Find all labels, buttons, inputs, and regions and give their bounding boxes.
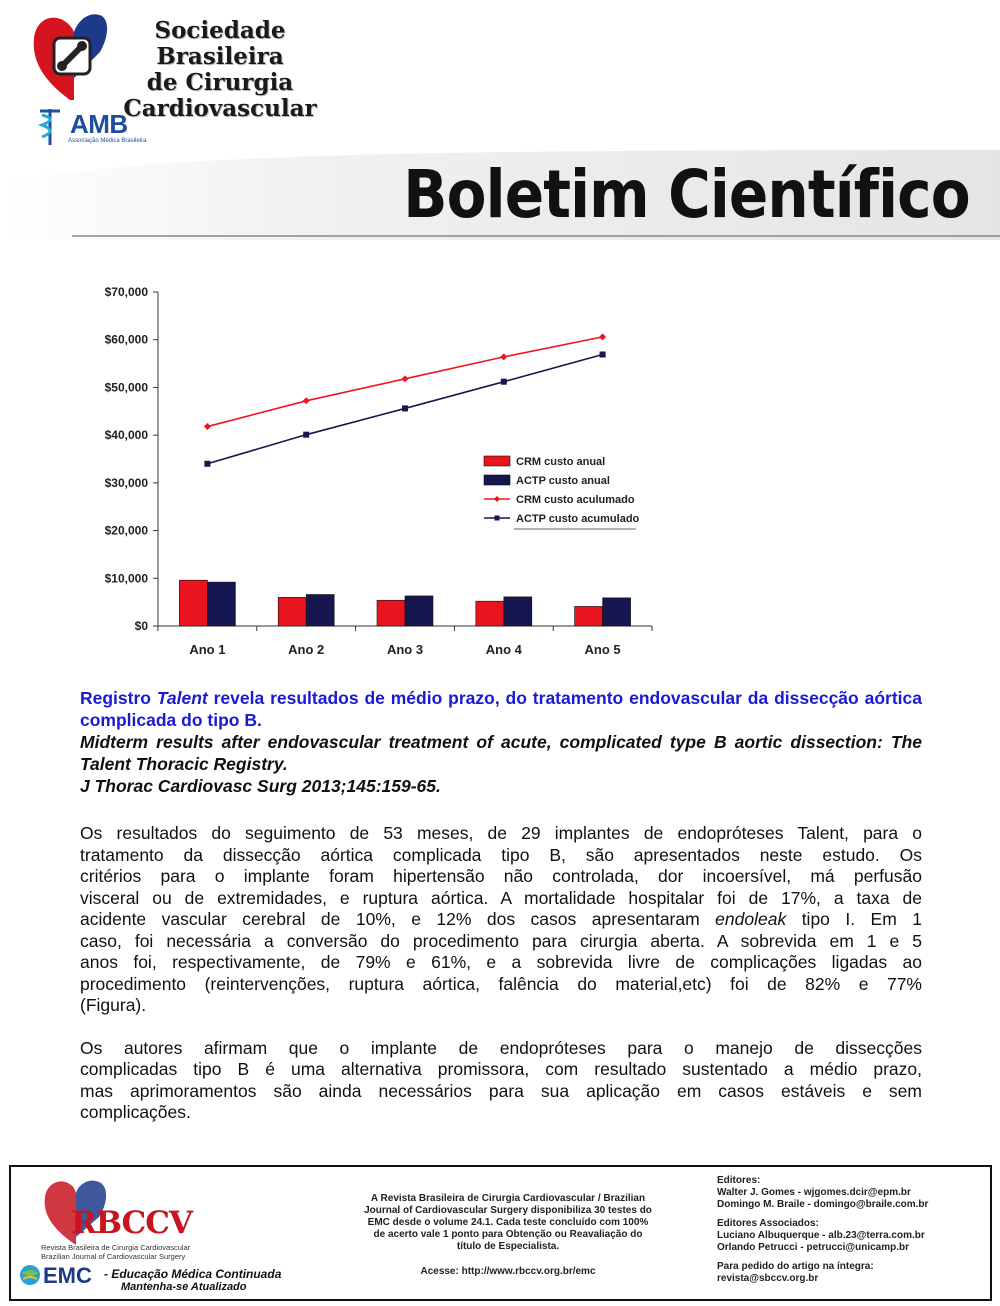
y-tick-label: $40,000 (104, 428, 148, 443)
data-point (402, 375, 409, 382)
title-pt-talent: Talent (156, 688, 208, 708)
x-tick-label: Ano 2 (288, 642, 325, 657)
emc-tagline: - Educação Médica Continuada (104, 1267, 282, 1281)
p1-line-2: tratamento da dissecção aórtica complicada tipo B, são apresentados neste estudo. Os (80, 844, 922, 865)
p1-line-9: (Figura). (80, 995, 147, 1015)
article-reference: J Thorac Cardiovasc Surg 2013;145:159-65. (80, 776, 441, 796)
p1-line-3: critérios para o implante foram hipertensão não controlada, dor incoersível, má perfusão (80, 866, 922, 886)
bar (405, 596, 433, 626)
legend-swatch (484, 456, 510, 466)
page-footer (9, 1165, 992, 1301)
emc-desc-line-1: A Revista Brasileira de Cirurgia Cardiovascular / Brazilian (370, 1193, 646, 1204)
p1-line-7: anos foi, respectivamente, de 79% e 61%, e a sobrevida livre de complicações ligadas ao (80, 952, 922, 972)
amb-subtitle: Associação Médica Brasileira (68, 138, 147, 144)
data-point (204, 423, 211, 430)
society-name-line1: Sociedade Brasileira (154, 17, 286, 70)
associate-editor-2[interactable]: Orlando Petrucci - petrucci@unicamp.br (717, 1242, 910, 1253)
emc-desc-line-2: Journal of Cardiovascular Surgery disponibiliza 30 testes do (364, 1205, 652, 1216)
data-point (303, 432, 309, 438)
legend-marker (495, 516, 500, 521)
associate-editor-1[interactable]: Luciano Albuquerque - alb.23@terra.com.br (717, 1230, 925, 1241)
associate-editors-heading: Editores Associados: (717, 1218, 819, 1229)
legend-swatch (484, 475, 510, 485)
emc-access-link[interactable]: Acesse: http://www.rbccv.org.br/emc (420, 1266, 596, 1277)
article-title-en: Midterm results after endovascular treatment of acute, complicated type B aortic dissection: The Talent Thoracic Registry. (80, 732, 922, 774)
bar (179, 580, 207, 626)
bar (575, 606, 603, 626)
p1-line-5 (80, 909, 922, 931)
p1-line-4: visceral ou de extremidades, e ruptura aórtica. A mortalidade hospitalar foi de 17%, a taxa de (80, 887, 922, 908)
legend-marker (494, 496, 500, 502)
p2-line-3: mas aprimoramentos são ainda necessários para sua aplicação em casos estáveis e sem (80, 1080, 922, 1101)
bar (603, 598, 631, 626)
data-point (402, 405, 408, 411)
editor-2[interactable]: Domingo M. Braile - domingo@braile.com.br (717, 1199, 929, 1210)
rbccv-subtitle-pt: Revista Brasileira de Cirurgia Cardiovascular (41, 1243, 191, 1252)
emc-desc-line-3: EMC desde o volume 24.1. Cada teste concluído com 100% (367, 1217, 649, 1228)
bar (278, 597, 306, 626)
editors-block (717, 1175, 987, 1285)
amb-logo-text: AMB (70, 109, 128, 139)
data-point (204, 461, 210, 467)
emc-description (349, 1193, 667, 1253)
bar (306, 595, 334, 626)
data-point (501, 379, 507, 385)
legend-label: CRM custo anual (516, 456, 606, 468)
bar (504, 597, 532, 626)
data-point (599, 333, 606, 340)
bulletin-title: Boletim Científico (403, 156, 970, 233)
title-pt-start: Registro (80, 688, 157, 708)
y-tick-label: $10,000 (104, 571, 148, 586)
emc-logo-text: EMC (43, 1263, 92, 1288)
society-name-line3: Cardiovascular (123, 95, 317, 122)
p1-line-8: procedimento (reintervenções, ruptura aórtica, falência do material,etc) foi de 82% e 77% (80, 973, 922, 994)
x-tick-label: Ano 5 (584, 642, 621, 657)
page-header (0, 0, 1000, 250)
article-title-pt (80, 687, 922, 731)
emc-tagline-2: Mantenha-se Atualizado (121, 1281, 247, 1293)
editors-heading: Editores: (717, 1175, 761, 1186)
cost-chart (80, 275, 680, 670)
legend-label: ACTP custo acumulado (516, 513, 640, 525)
legend-label: CRM custo aculumado (516, 494, 635, 506)
p2-line-4: complicações. (80, 1102, 191, 1122)
p1-line-1: Os resultados do seguimento de 53 meses, de 29 implantes de endopróteses Talent, para o (80, 823, 922, 843)
article-request-email[interactable]: revista@sbccv.org.br (717, 1273, 819, 1284)
title-pt-end: revela resultados de médio prazo, do tratamento endovascular da dissecção aórtica complicada do tipo B. (80, 688, 922, 730)
x-tick-label: Ano 4 (485, 642, 522, 657)
emc-desc-line-5: título de Especialista. (456, 1241, 560, 1252)
rbccv-subtitle-en: Brazilian Journal of Cardiovascular Surgery (41, 1252, 186, 1261)
y-tick-label: $20,000 (104, 523, 148, 538)
y-tick-label: $30,000 (104, 475, 148, 490)
bar (377, 600, 405, 626)
p1-line-5-end: tipo I. Em 1 (801, 909, 922, 929)
y-tick-label: $70,000 (104, 285, 148, 299)
rbccv-logo-word: RBCCV (71, 1205, 192, 1241)
emc-globe-icon (19, 1264, 41, 1286)
editor-1[interactable]: Walter J. Gomes - wjgomes.dcir@epm.br (717, 1187, 911, 1198)
legend-label: ACTP custo anual (516, 475, 610, 487)
x-tick-label: Ano 1 (189, 642, 226, 657)
p2-line-1: Os autores afirmam que o implante de endopróteses para o manejo de dissecções (80, 1037, 922, 1058)
sbccv-heart-logo (30, 8, 110, 103)
x-tick-label: Ano 3 (386, 642, 424, 657)
y-tick-label: $0 (134, 619, 148, 633)
article-request-heading: Para pedido do artigo na íntegra: (717, 1261, 874, 1272)
summary-paragraph-2 (80, 1038, 922, 1124)
bar (476, 601, 504, 626)
data-point (303, 397, 310, 404)
p2-line-2: complicadas tipo B é uma alternativa promissora, com resultado sustentado a médio prazo, (80, 1059, 922, 1079)
rbccv-logo-text (71, 1205, 192, 1241)
summary-paragraph-1 (80, 823, 922, 1017)
y-tick-label: $60,000 (104, 332, 148, 347)
bar (207, 582, 235, 626)
p1-endoleak: endoleak (715, 909, 787, 929)
rbccv-subtitle (41, 1243, 190, 1261)
emc-desc-line-4: de acerto vale 1 ponto para Obtenção ou Reavaliação do (373, 1229, 643, 1240)
p1-line-6: caso, foi necessária a conversão do procedimento para cirurgia aberta. A sobrevida em 1 e 5 (80, 930, 922, 951)
y-tick-label: $50,000 (104, 380, 148, 395)
article (80, 687, 922, 1124)
data-point (500, 353, 507, 360)
society-name-line2: de Cirurgia (146, 69, 294, 96)
p1-line-5-start: acidente vascular cerebral de 10%, e 12% dos casos apresentaram (80, 909, 700, 929)
data-point (600, 352, 606, 358)
